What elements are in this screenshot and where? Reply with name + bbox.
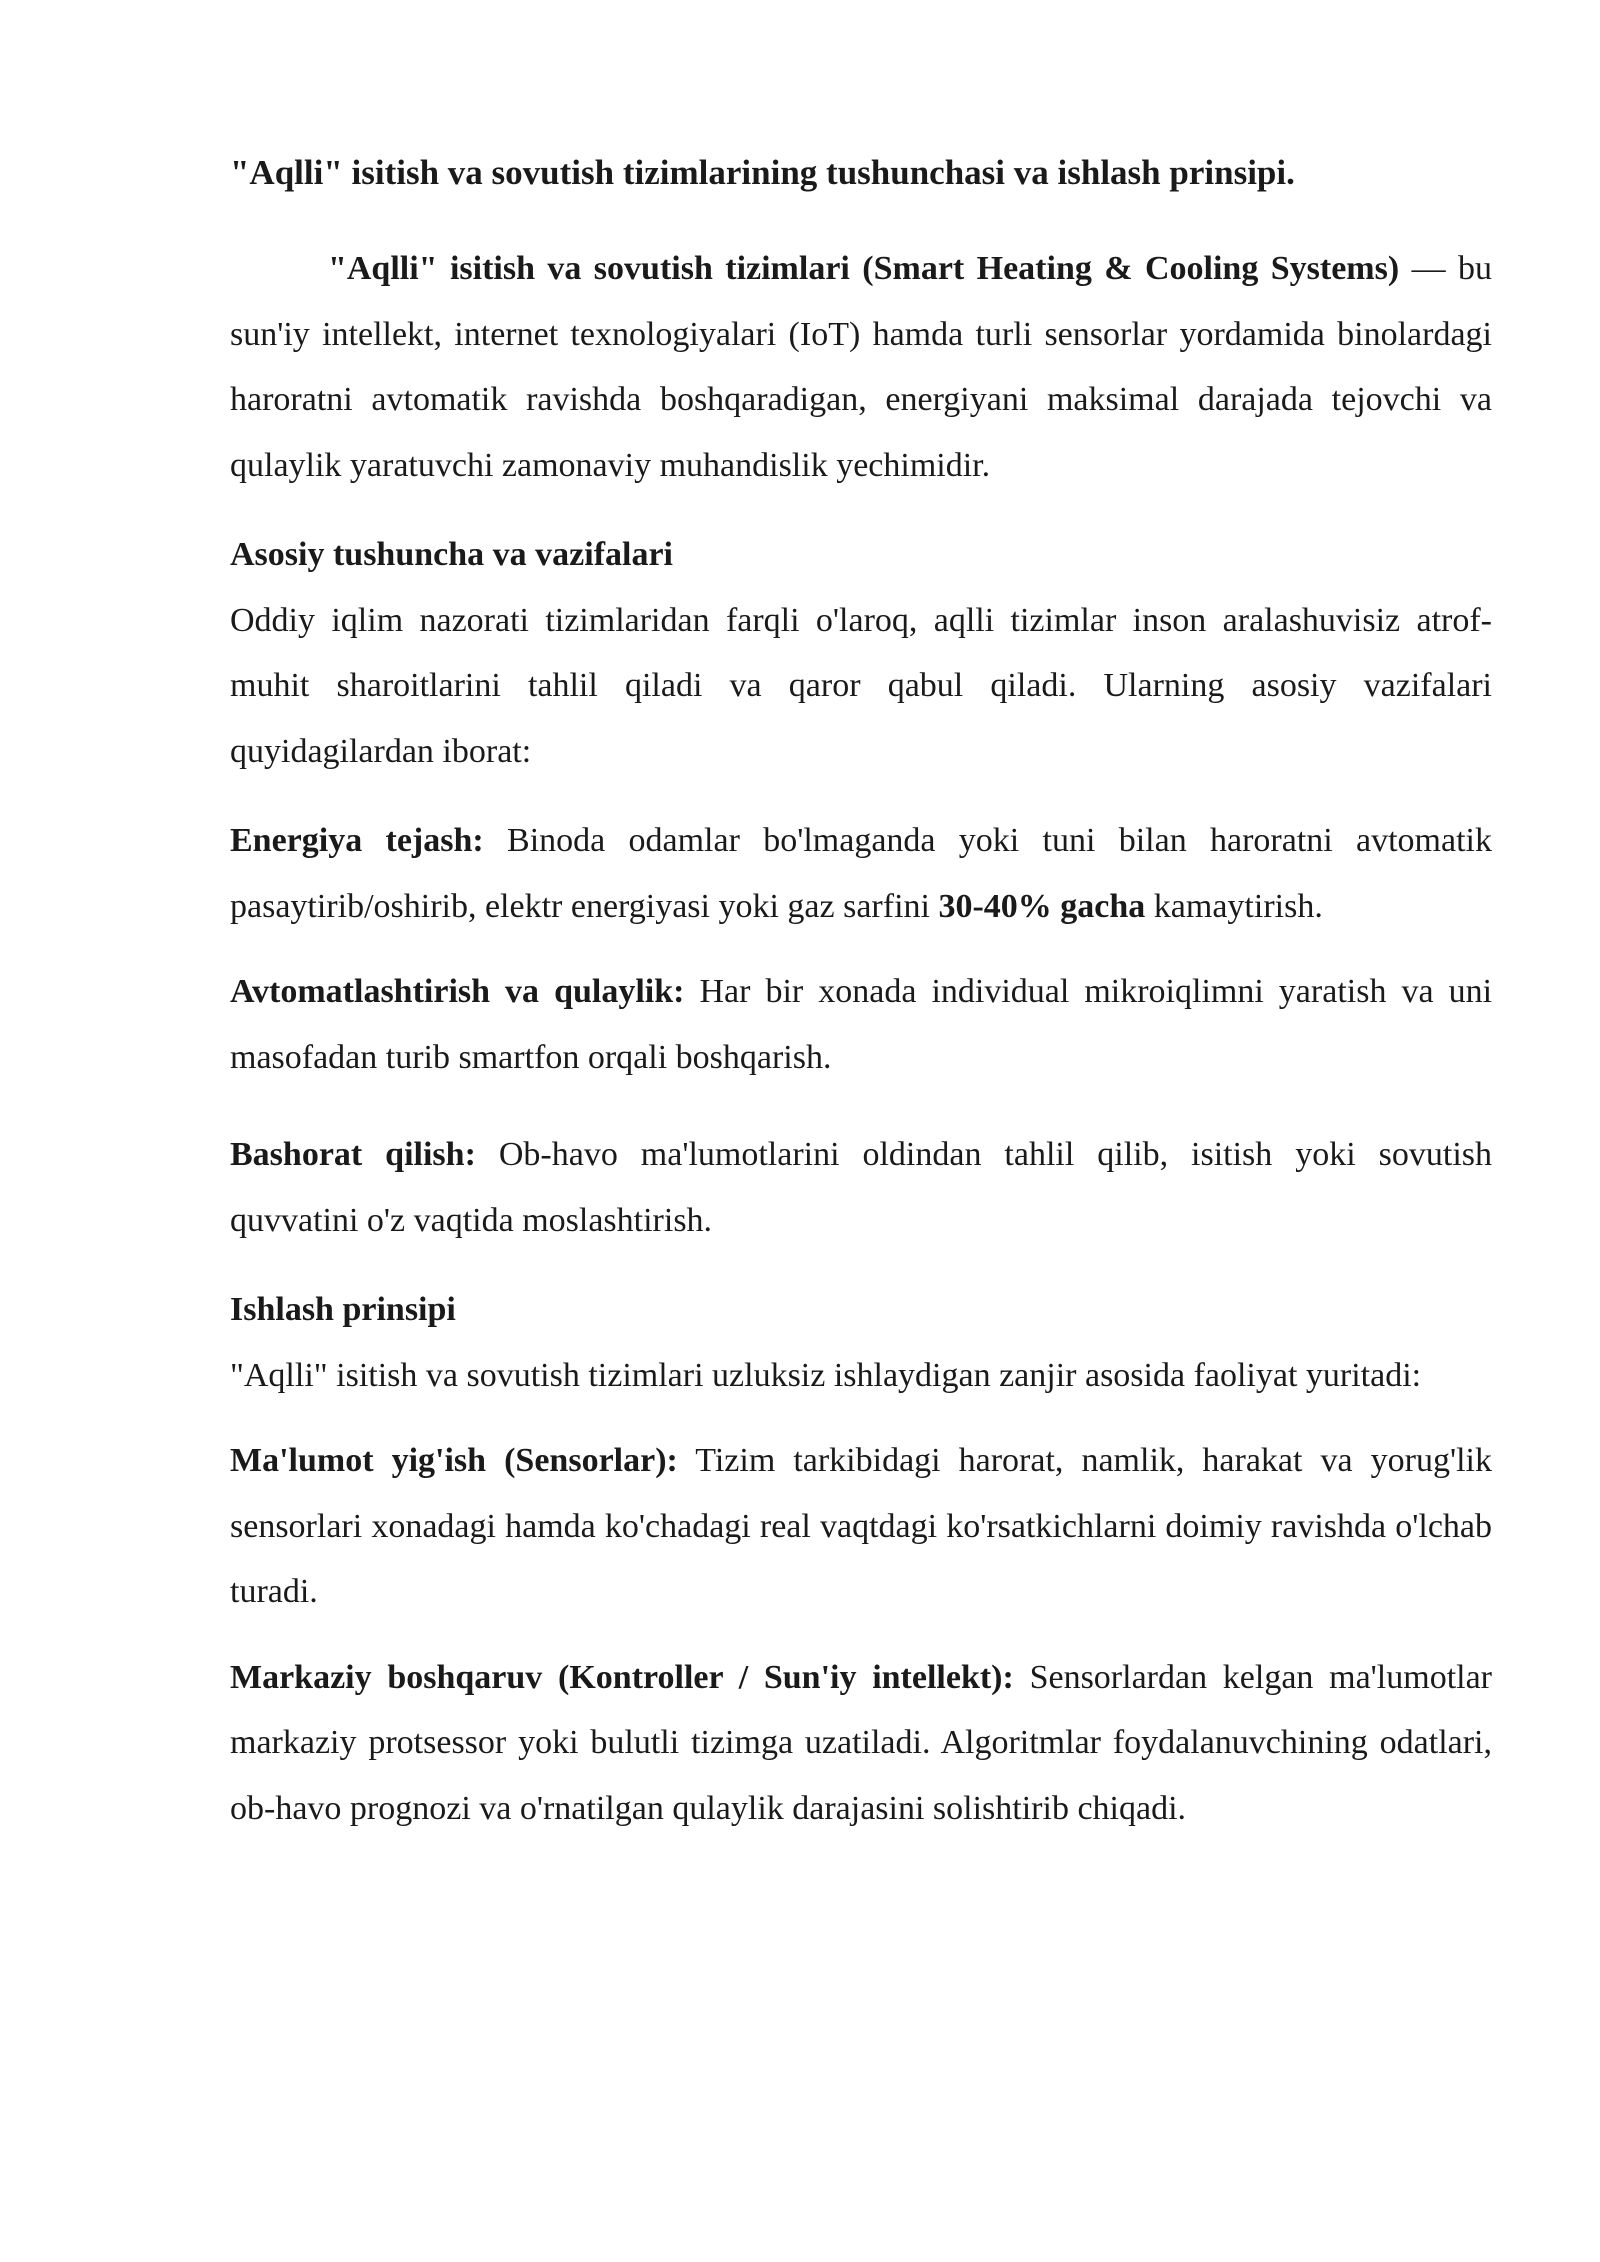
list-item-text: Binoda odamlar bo'lmaganda yoki tuni bilan haroratni avtomatik pasaytirib/oshirib, elektr energiyasi yoki gaz sarfini — [230, 822, 1492, 925]
section-concept-text: Oddiy iqlim nazorati tizimlaridan farqli o'laroq, aqlli tizimlar inson aralashuvisiz atrof-muhit sharoitlarini tahlil qiladi va qaror qabul qiladi. Ularning asosiy vazifalari quyidagilardan iborat: — [230, 601, 1492, 770]
section-heading-concept: Asosiy tushuncha va vazifalari — [230, 536, 673, 573]
list-item-data-collection — [230, 1428, 1492, 1625]
list-item-label: Avtomatlashtirish va qulaylik: — [230, 973, 685, 1010]
list-item-energy-saving — [230, 808, 1492, 939]
list-item-label: Markaziy boshqaruv (Kontroller / Sun'iy intellekt): — [230, 1658, 1014, 1696]
document-title: "Aqlli" isitish va sovutish tizimlarining tushunchasi va ishlash prinsipi. — [230, 153, 1295, 192]
list-item-label: Bashorat qilish: — [230, 1136, 476, 1173]
section-principle-text: "Aqlli" isitish va sovutish tizimlari uzluksiz ishlaydigan zanjir asosida faoliyat yuritadi: — [230, 1356, 1422, 1394]
list-item-text: Har bir xonada individual mikroiqlimni yaratish va uni masofadan turib smartfon orqali boshqarish. — [230, 973, 1493, 1076]
list-item-text: Ob-havo ma'lumotlarini oldindan tahlil qilib, isitish yoki sovutish quvvatini o'z vaqtida moslashtirish. — [230, 1136, 1492, 1239]
section-heading-principle: Ishlash prinsipi — [230, 1291, 456, 1328]
list-item-label: Ma'lumot yig'ish (Sensorlar): — [230, 1442, 678, 1479]
intro-lead: "Aqlli" isitish va sovutish tizimlari (Smart Heating & Cooling Systems) — [328, 250, 1400, 287]
list-item-text: Sensorlardan kelgan ma'lumotlar markaziy protsessor yoki bulutli tizimga uzatiladi. Algoritmlar foydalanuvchining odatlari, ob-havo prognozi va o'rnatilgan qulaylik darajasini solishtirib chiqadi. — [230, 1658, 1493, 1827]
list-item-emphasis: 30-40% gacha — [938, 887, 1146, 925]
list-item-automation — [230, 959, 1492, 1090]
list-item-central-control — [230, 1645, 1492, 1842]
intro-paragraph — [230, 236, 1492, 498]
list-item-label: Energiya tejash: — [230, 822, 484, 859]
document-page — [230, 148, 1492, 1841]
list-item-text: Tizim tarkibidagi harorat, namlik, harakat va yorug'lik sensorlari xonadagi hamda ko'chadagi real vaqtdagi ko'rsatkichlarni doimiy ravishda o'lchab turadi. — [230, 1442, 1492, 1610]
list-item-text-end: kamaytirish. — [1145, 887, 1323, 925]
list-item-forecasting — [230, 1122, 1492, 1253]
intro-text: — bu sun'iy intellekt, internet texnologiyalari (IoT) hamda turli sensorlar yordamida binolardagi haroratni avtomatik ravishda boshqaradigan, energiyani maksimal darajada tejovchi va qulaylik yaratuvchi zamonaviy muhandislik yechimidir. — [230, 250, 1492, 484]
